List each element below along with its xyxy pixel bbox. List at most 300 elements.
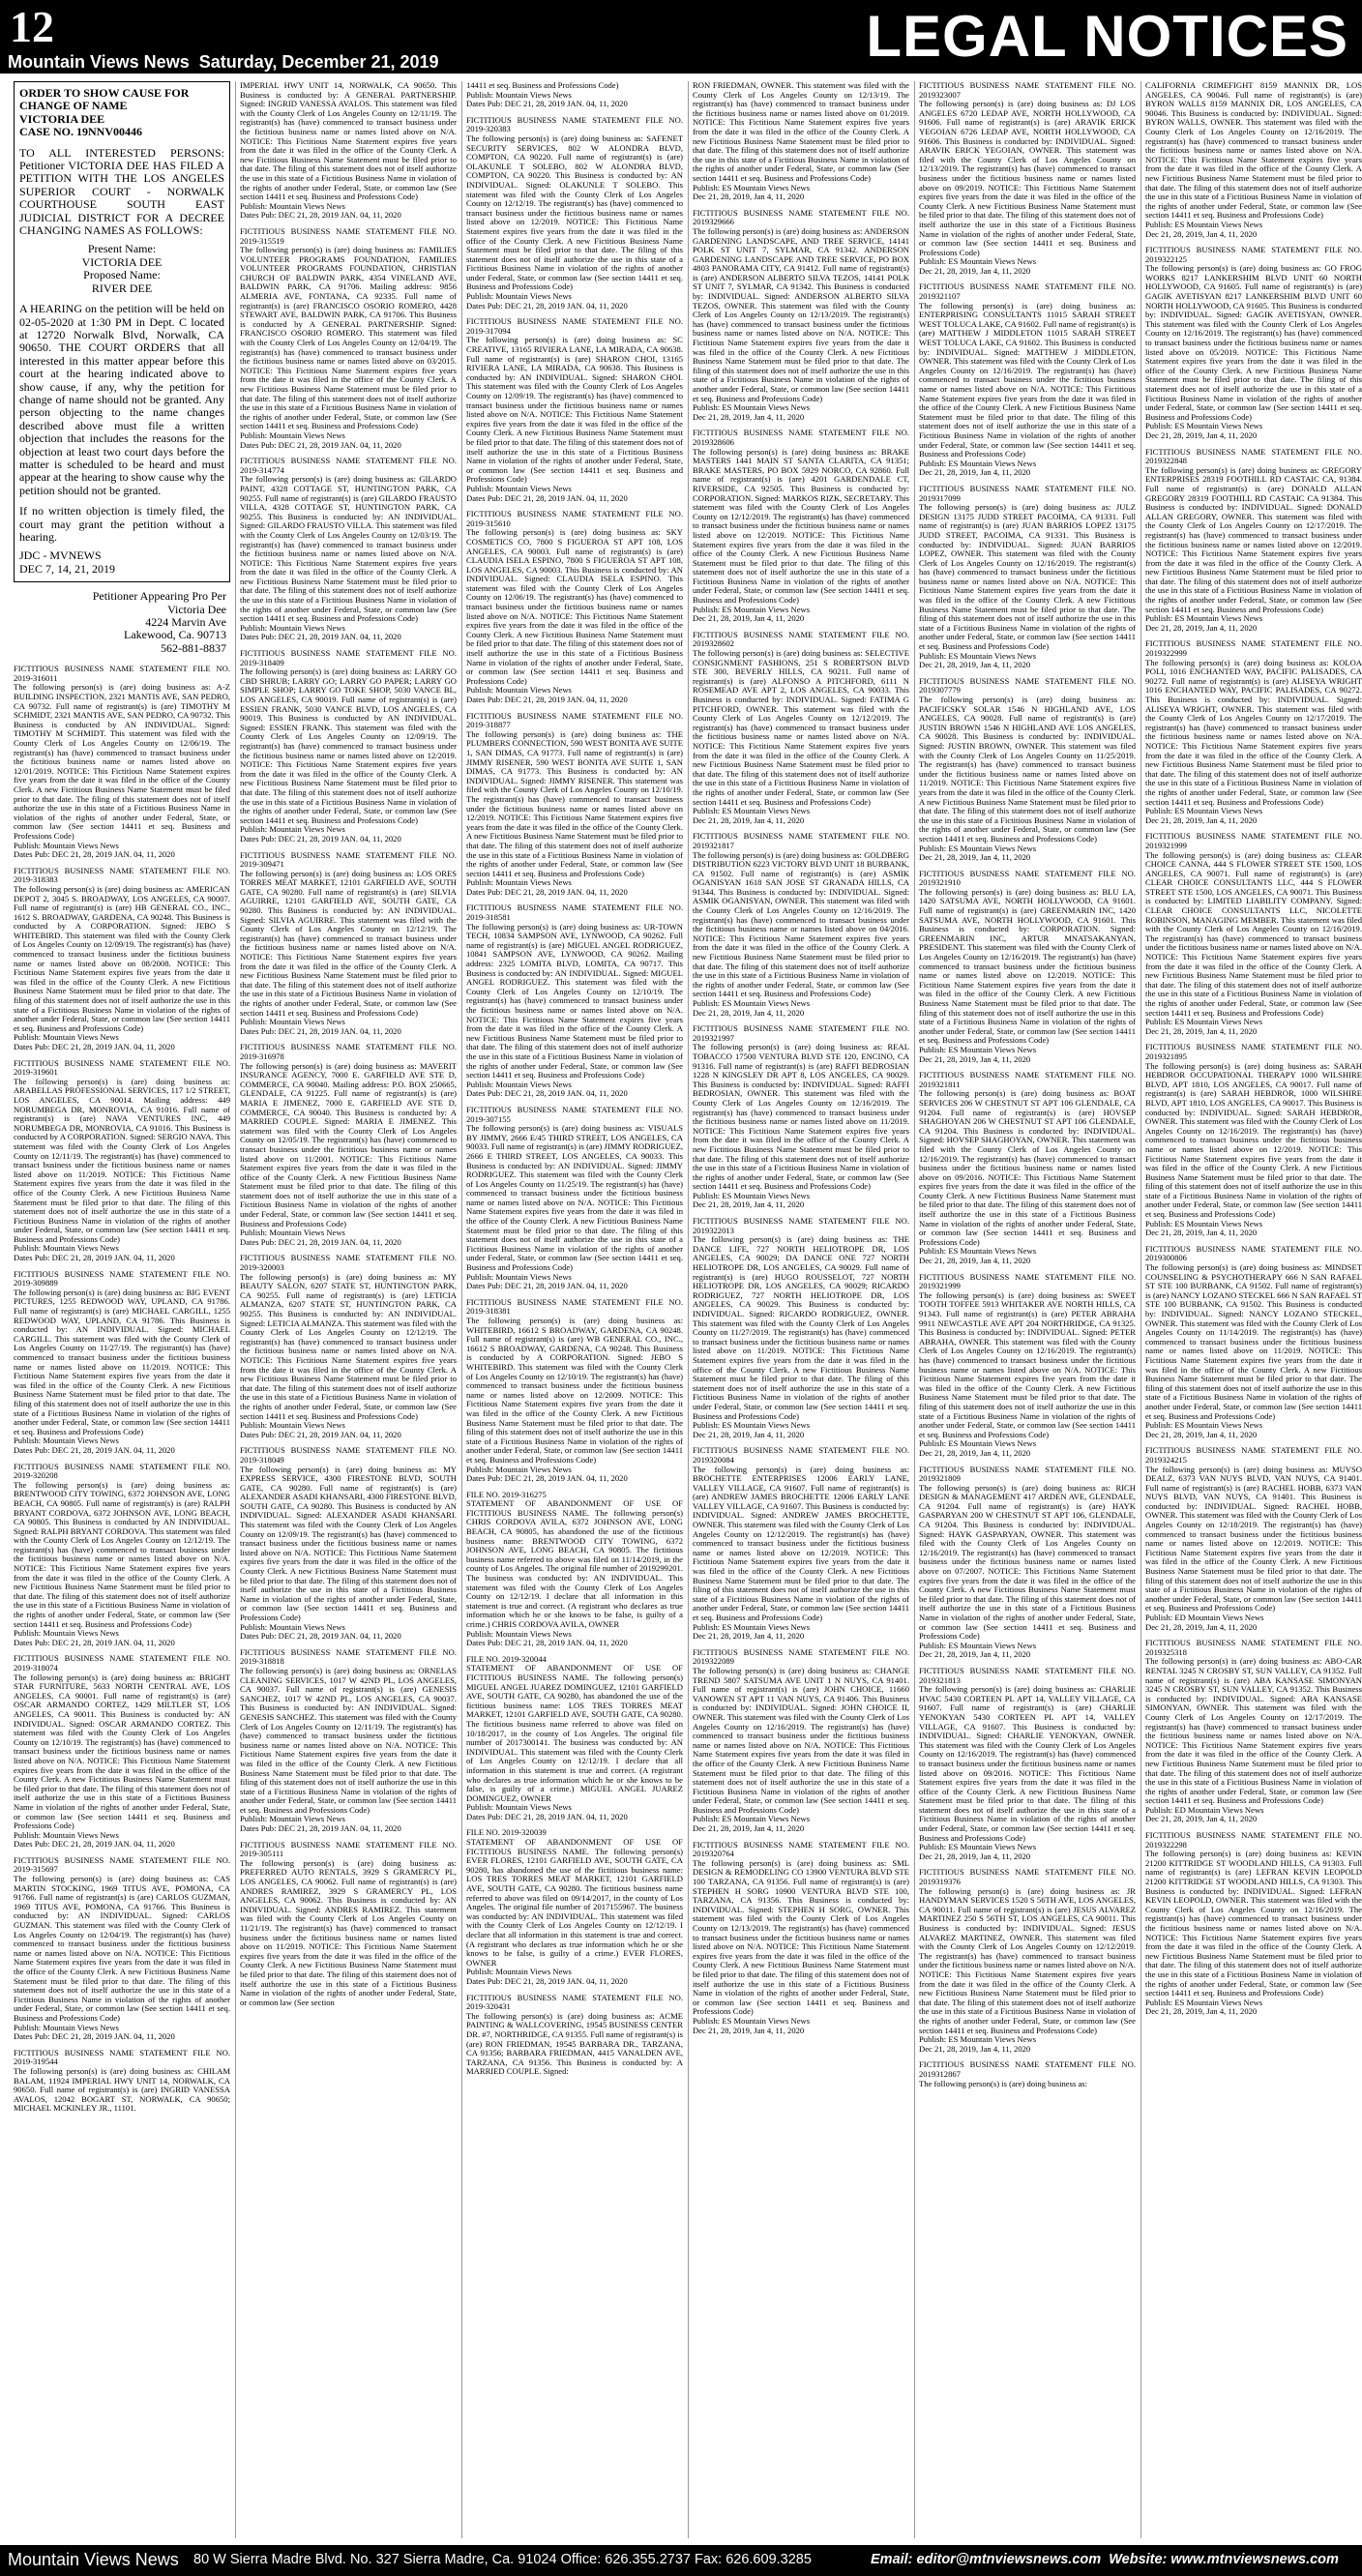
notice-publish-dates: Dates Pub: DEC 21, 28, 2019 JAN. 04, 11, 2020	[240, 1429, 401, 1439]
petitioner-contact	[14, 590, 226, 655]
notice-body: The following person(s) is (are) doing business as: ORNELAS CLEANING SERVICES, 1017 W 42ND PL, LOS ANGELES, CA 90037. Full name of registrant(s) is (are) GENESIS SANCHEZ, 1017 W 42ND PL, LOS ANGELES, CA 90037. This Business is conducted by: AN INDIVIDUAL. Signed: GENESIS SANCHEZ. This statement was filed with the County Clerk of Los Angeles County on 12/11/19. The registrant(s) has (have) commenced to transact business under the fictitious business name or names listed above on N/A. NOTICE: This Fictitious Name Statement expires five years from the date it was filed in the office of the County Clerk. A new Fictitious Business Name Statement must be filed prior to that date. The filing of this statement does not of itself authorize the use in this state of a Fictitious Business Name in violation of the rights of another under Federal, State, or common law (See section 14411 et seq. Business and Professions Code)	[240, 1665, 457, 1815]
notice-publication: Publish: ES Mountain Views News	[693, 998, 811, 1008]
notice-body: The following person(s) is (are) doing business as: VISUALS BY JIMMY, 2666 E/45 THIRD STREET, LOS ANGELES, CA 90033. Full name of registrant(s) is (are) JIMMY RODRIGUEZ, 2666 E THIRD STREET, LOS ANGELES, CA 90033. This Business is conducted by: AN INDIVIDUAL. Signed: JIMMY RODRIGUEZ. This statement was filed with the County Clerk of Los Angeles County on 11/25/19. The registrant(s) has (have) commenced to transact business under the fictitious business name or names listed above on N/A. NOTICE: This Fictitious Name Statement expires five years from the date it was filed in the office of the County Clerk. A new Fictitious Business Name Statement must be filed prior to that date. The filing of this statement does not of itself authorize the use in this state of a Fictitious Business Name in violation of the rights of another under Federal, State, or common law (See section 14411 et seq. Business and Professions Code)	[466, 1123, 683, 1273]
notice-publication: Publish: Mountain Views News	[466, 1628, 572, 1639]
notice-body: The following person(s) is (are) doing business as: KEVIN 21200 KITTRIDGE ST WOODLAND HILLS, CA 91303. Full name of registrant(s) is (are) LEFRAN KEVIN LEOPOLD 21200 KITTRIDGE ST WOODLAND HILLS, CA 91303. This Business is conducted by: INDIVIDUAL. Signed: LEFRAN KEVIN LEOPOLD, OWNER. This statement was filed with the County Clerk of Los Angeles County on 12/16/2019. The registrant(s) has (have) commenced to transact business under the fictitious business name or names listed above on N/A. NOTICE: This Fictitious Name Statement expires five years from the date it was filed in the office of the County Clerk. A new Fictitious Business Name Statement must be filed prior to that date. The filing of this statement does not of itself authorize the use in this state of a Fictitious Business Name in violation of the rights of another under Federal, State, or common law (See section 14411 et seq. Business and Professions Code)	[1145, 1849, 1362, 1999]
notice-file-number: FICTITIOUS BUSINESS NAME STATEMENT FILE NO. 2019321107	[919, 281, 1136, 302]
notice-publication: Publish: Mountain Views News	[14, 1436, 119, 1446]
column-divider	[235, 81, 236, 2538]
legal-notice	[919, 485, 1136, 670]
notice-publish-dates: Dates Pub: DEC 21, 28, 2019 JAN. 04, 11, 2020	[14, 1042, 175, 1051]
notice-publish-dates: Dec 21, 28, 2019, Jan 4, 11, 2020	[919, 1851, 1031, 1861]
notice-publication: Publish: ES Mountain Views News	[1145, 1218, 1263, 1229]
legal-notice	[1145, 639, 1362, 825]
footer-contact	[871, 2552, 1339, 2567]
legal-notice	[466, 712, 683, 898]
notice-publish-dates: Dec 21, 28, 2019, Jan 4, 11, 2020	[919, 660, 1031, 670]
masthead-line	[8, 52, 439, 73]
order-caption-name: VICTORIA DEE	[19, 111, 105, 126]
notice-publication: Publish: ES Mountain Views News	[919, 1438, 1037, 1449]
notice-publish-dates: Dec 21, 28, 2019, Jan 4, 11, 2020	[693, 192, 805, 202]
legal-notice	[1145, 448, 1362, 634]
notice-file-number: FICTITIOUS BUSINESS NAME STATEMENT FILE NO. 2019-318818	[240, 1646, 457, 1667]
notice-body: The following person(s) is (are) doing business as: RICH DESIGN & MANAGEMENT 417 ARDEN AVE, GLENDALE, CA 91204. Full name of registrant(s) is (are) HAYK GASPARYAN 200 W CHESTNUT ST APT 106, GLENDALE, CA 91204. This Business is conducted by: INDIVIDUAL. Signed: HAYK GASPARYAN, OWNER. This statement was filed with the County Clerk of Los Angeles County on 12/16/2019. The registrant(s) has (have) commenced to transact business under the fictitious business name or names listed above on 07/2007. NOTICE: This Fictitious Name Statement expires five years from the date it was filed in the office of the County Clerk. A new Fictitious Business Name Statement must be filed prior to that date. The filing of this statement does not of itself authorize the use in this state of a Fictitious Business Name in violation of the rights of another under Federal, State, or common law (See section 14411 et seq. Business and Professions Code)	[919, 1482, 1136, 1642]
notice-file-number: FICTITIOUS BUSINESS NAME STATEMENT FILE NO. 2019-318877	[466, 710, 683, 730]
legal-notice	[919, 1466, 1136, 1660]
notice-publish-dates: Dates Pub: DEC 21, 28, 2019 JAN. 04, 11, 2020	[466, 1088, 628, 1099]
notice-body: The following person(s) is (are) doing business as: MY EXPRESS SERVICE, 4300 FIRESTONE BLVD, SOUTH GATE, CA 90280. Full name of registrant(s) is (are) ALEXANDER ASADI KHANSARI, 4300 FIRESTONE BLVD, SOUTH GATE, CA 90280. This Business is conducted by AN INDIVIDUAL. Signed: ALEXANDER ASADI KHANSARI. This statement was filed with the County Clerk of Los Angeles County on 12/09/19. The registrant(s) has (have) commenced to transact business under the fictitious business name or names listed above on N/A. NOTICE: This Fictitious Name Statement expires five years from the date it was filed in the office of the County Clerk. A new Fictitious Business Name Statement must be filed prior to that date. The filing of this statement does not of itself authorize the use in this state of a Fictitious Business Name in violation of the rights of another under Federal, State, or common law (See section 14411 et seq. Business and Professions Code)	[240, 1464, 457, 1622]
notice-file-number: FICTITIOUS BUSINESS NAME STATEMENT FILE NO. 2019-305111	[240, 1839, 457, 1859]
notice-publish-dates: Dates Pub: DEC 21, 28, 2019 JAN. 04, 11, 2020	[466, 1811, 628, 1821]
notice-publication: Publish: Mountain Views News	[14, 1829, 119, 1840]
notice-publication: Publish: Mountain Views News	[14, 2022, 119, 2032]
notice-publish-dates: Dec 21, 28, 2019, Jan 4, 11, 2020	[693, 1631, 805, 1642]
column-divider	[461, 81, 462, 2538]
notice-body: The following person(s) is (are) doing business as: CLEAR CHOICE CANNA, 444 S FLOWER STREET STE 1500, LOS ANGELES, CA 90071. Full name of registrant(s) is (are) CLEAR CHOICE CONSULTANTS LLC, 444 S FLOWER STREET STE 1500, LOS ANGELES, CA 90071. This Business is conducted by: LIMITED LIABILITY COMPANY. Signed: CLEAR CHOICE CONSULTANTS LLC, NICOLETTE ROBINSON, MANAGING MEMBER. This statement was filed with the County Clerk of Los Angeles County on 12/16/2019. The registrant(s) has (have) commenced to transact business under the fictitious business name or names listed above on N/A. NOTICE: This Fictitious Name Statement expires five years from the date it was filed in the office of the County Clerk. A new Fictitious Business Name Statement must be filed prior to that date. The filing of this statement does not of itself authorize the use in this state of a Fictitious Business Name in violation of the rights of another under Federal, State, or common law (See section 14411 et seq. Business and Professions Code)	[1145, 849, 1362, 1018]
footer-paper-name: Mountain Views News	[8, 2550, 179, 2569]
notice-body: The following person(s) is (are) doing business as: SC CREATIVE, 13165 RIVIERA LANE, LA MIRADA, CA 90638. Full name of registrant(s) is (are) SHARON CHOI, 13165 RIVIERA LANE, LA MIRADA, CA 90638. This Business is conducted by: AN INDIVIDUAL. Signed: SHARON CHOI. This statement was filed with the County Clerk of Los Angeles County on 12/09/19. The registrant(s) has (have) commenced to transact business under the fictitious business name or names listed above on N/A. NOTICE: This Fictitious Name Statement expires five years from the date it was filed in the office of the County Clerk. A new Fictitious Business Name Statement must be filed prior to that date. The filing of this statement does not of itself authorize the use in this state of a Fictitious Business Name in violation of the rights of another under Federal, State, or common law (See section 14411 et seq. Business and Professions Code)	[466, 335, 683, 485]
legal-notice	[14, 1654, 230, 1849]
notice-publication: Publish: Mountain Views News	[14, 1032, 119, 1043]
notice-file-number: FICTITIOUS BUSINESS NAME STATEMENT FILE NO. 2019321811	[919, 1070, 1136, 1089]
notice-publication: Publish: Mountain Views News	[466, 1271, 572, 1282]
notice-file-number: FICTITIOUS BUSINESS NAME STATEMENT FILE NO. 2019328606	[693, 428, 909, 447]
notice-body: The following person(s) is (are) doing business as: SAFENET SECURITY SERVICES, 802 W ALONDRA BLVD, COMPTON, CA 90220. Full name of registrant(s) is (are) OLAKUNLE T SOLEBO, 802 W ALONDRA BLVD, COMPTON, CA 90220. This Business is conducted by: AN INDIVIDUAL. Signed: OLAKUNLE T SOLEBO. This statement was filed with the County Clerk of Los Angeles County on 12/12/19. The registrant(s) has (have) commenced to transact business under the fictitious business name or names listed above on 12/2019. NOTICE: This Fictitious Name Statement expires five years from the date it was filed in the office of the County Clerk. A new Fictitious Business Name Statement must be filed prior to that date. The filing of this statement does not of itself authorize the use in this state of a Fictitious Business Name in violation of the rights of another under Federal, State, or common law (See section 14411 et seq. Business and Professions Code)	[466, 133, 683, 292]
notice-body: 14411 et seq. Business and Professions Code)	[466, 81, 619, 90]
notice-body: The following person(s) is (are) doing business as: PREFERRED AUTO RENTALS, 3929 S GRAMERCY PL, LOS ANGELES, CA 90062. Full name of registrant(s) is (are) ANDRES RAMIREZ, 3929 S GRAMERCY PL, LOS ANGELES, CA 90062. This Business is conducted by: AN INDIVIDUAL. Signed: ANDRES RAMIREZ. This statement was filed with the County Clerk of Los Angeles County on 11/21/19. The registrant(s) has (have) commenced to transact business under the fictitious business name or names listed above on 11/2019. NOTICE: This Fictitious Name Statement expires five years from the date it was filed in the office of the County Clerk. A new Fictitious Business Name Statement must be filed prior to that date. The filing of this statement does not of itself authorize the use in this state of a Fictitious Business Name in violation of the rights of another under Federal, State, or common law (See section	[240, 1857, 457, 2007]
legal-notice	[1145, 1043, 1362, 1237]
page-footer	[0, 2545, 1362, 2576]
notice-publish-dates: Dates Pub: DEC 21, 28, 2019 JAN. 04, 11, 2020	[466, 886, 628, 897]
order-caption: ORDER TO SHOW CAUSE FOR CHANGE OF NAME	[19, 86, 190, 113]
notice-file-number: FICTITIOUS BUSINESS NAME STATEMENT FILE NO. 2019-315610	[466, 509, 683, 528]
notice-publish-dates: Dec 21, 28, 2019, Jan 4, 11, 2020	[919, 1053, 1031, 1064]
notice-publish-dates: Dates Pub: DEC 21, 28, 2019 JAN. 04, 11, 2020	[14, 1444, 175, 1455]
notice-publication: Publish: ES Mountain Views News	[1145, 1997, 1263, 2007]
present-name-label: Present Name:	[87, 242, 157, 256]
notice-publish-dates: Dates Pub: DEC 21, 28, 2019 JAN. 04, 11, 2020	[240, 632, 401, 642]
notice-body: The following person(s) is (are) doing business as: BRENTWOOD CITY TOWING, 6372 JOHNSON AVE, LONG BEACH, CA 90805. Full name of registrant(s) is (are) RALPH BRYANT CORDOVA, 6372 JOHNSON AVE, LONG BEACH, CA 90805. This Business is conducted by AN INDIVIDUAL. Signed: RALPH BRYANT CORDOVA. This statement was filed with the County Clerk of Los Angeles County on 12/12/19. The registrant(s) has (have) commenced to transact business under the fictitious business name or names listed above on N/A. NOTICE: This Fictitious Name Statement expires five years from the date it was filed in the office of the County Clerk. A new Fictitious Business Name Statement must be filed prior to that date. The filing of this statement does not of itself authorize the use in this state of a Fictitious Business Name in violation of the rights of another under Federal, State, or common law (See section 14411 et seq. Business and Professions Code)	[14, 1479, 230, 1629]
notice-file-number: FICTITIOUS BUSINESS NAME STATEMENT FILE NO. 2019320084	[693, 1445, 909, 1465]
notice-publication: Publish: Mountain Views News	[466, 483, 572, 493]
legal-notice	[14, 867, 230, 1052]
email-label: Email:	[871, 2552, 913, 2567]
notice-file-number: FICTITIOUS BUSINESS NAME STATEMENT FILE NO. 2019325318	[1145, 1638, 1362, 1657]
proposed-name: RIVER DEE	[91, 281, 153, 295]
notice-publication: Publish: Mountain Views News	[14, 840, 119, 850]
legal-notice	[693, 1024, 909, 1210]
column-1	[14, 81, 230, 2538]
legal-notice	[14, 1059, 230, 1263]
notice-publication: Publish: Mountain Views News	[466, 291, 572, 302]
legal-notice	[14, 2049, 230, 2114]
notice-publication: Publish: Mountain Views News	[466, 877, 572, 888]
notice-body: The following person(s) is (are) doing business as: UR-TOWN TECH, 10834 SAMPSON AVE, LYNWOOD, CA 90262. Full name of registrant(s) is (are) MIGUEL ANGEL RODRIGUEZ, 10841 SAMPSON AVE, LYNWOOD, CA 90262. Mailing address: 2325 LOMITA BLVD, LOMITA, CA 90717. This Business is conducted by: AN INDIVIDUAL. Signed: MIGUEL ANGEL RODRIGUEZ. This statement was filed with the County Clerk of Los Angeles County on 12/10/19. The registrant(s) has (have) commenced to transact business under the fictitious business name or names listed above on N/A. NOTICE: This Fictitious Name Statement expires five years from the date it was filed in the office of the County Clerk. A new Fictitious Business Name Statement must be filed prior to that date. The filing of this statement does not of itself authorize the use in this state of a Fictitious Business Name in violation of the rights of another under Federal, State, or common law (See section 14411 et seq. Business and Professions Code)	[466, 921, 683, 1081]
notice-body: The following person(s) is (are) doing business as: WHITEBIRD, 16612 S BROADWAY, GARDENA, CA 90248. Full name of registrant(s) is (are) WB GENERAL CO., INC., 16612 S BROADWAY, GARDENA, CA 90248. This Business is conducted by A CORPORATION. Signed: JEBO S WHITEBIRD. This statement was filed with the County Clerk of Los Angeles County on 12/10/19. The registrant(s) has (have) commenced to transact business under the fictitious business name or names listed above on 12/2009. NOTICE: This Fictitious Name Statement expires five years from the date it was filed in the office of the County Clerk. A new Fictitious Business Name Statement must be filed prior to that date. The filing of this statement does not of itself authorize the use in this state of a Fictitious Business Name in violation of the rights of another under Federal, State, or common law (See section 14411 et seq. Business and Professions Code)	[466, 1316, 683, 1465]
notice-file-number: FICTITIOUS BUSINESS NAME STATEMENT FILE NO. 2019-318409	[240, 648, 457, 667]
notice-body: The following person(s) is (are) doing business as: THE PLUMBERS CONNECTION, 590 WEST BONITA AVE SUITE 1, SAN DIMAS, CA 91773. Full name of registrant(s) is (are) JIMMY RISENER, 590 WEST BONITA AVE SUITE 1, SAN DIMAS, CA 91773. This Business is conducted by: AN INDIVIDUAL. Signed: JIMMY RISENER. This statement was filed with the County Clerk of Los Angeles County on 12/10/19. The registrant(s) has (have) commenced to transact business under the fictitious business name or names listed above on 12/2019. NOTICE: This Fictitious Name Statement expires five years from the date it was filed in the office of the County Clerk. A new Fictitious Business Name Statement must be filed prior to that date. The filing of this statement does not of itself authorize the use in this state of a Fictitious Business Name in violation of the rights of another under Federal, State, or common law (See section 14411 et seq. Business and Professions Code)	[466, 728, 683, 878]
notice-publish-dates: Dates Pub: DEC 21, 28, 2019 JAN. 04, 11, 2020	[14, 849, 175, 860]
legal-notice	[14, 665, 230, 859]
column-2	[240, 81, 457, 2538]
notice-publish-dates: Dates Pub: DEC 21, 28, 2019 JAN. 04, 11, 2020	[240, 439, 401, 450]
notice-file-number: FICTITIOUS BUSINESS NAME STATEMENT FILE NO. 2019-316011	[14, 664, 230, 683]
notice-body: The following person(s) is (are) doing business as: SKY COSMETICS CO, 7800 S FIGUEROA ST APT 108, LOS ANGELES, CA 90003. Full name of registrant(s) is (are) CLAUDIA ISELA ESPINO, 7800 S FIGUEROA ST APT 108, LOS ANGELES, CA 90003. This Business is conducted by: AN INDIVIDUAL. Signed: CLAUDIA ISELA ESPINO. This statement was filed with the County Clerk of Los Angeles County on 12/06/19. The registrant(s) has (have) commenced to transact business under the fictitious business name or names listed above on N/A. NOTICE: This Fictitious Name Statement expires five years from the date it was filed in the office of the County Clerk. A new Fictitious Business Name Statement must be filed prior to that date. The filing of this statement does not of itself authorize the use in this state of a Fictitious Business Name in violation of the rights of another under Federal, State, or common law (See section 14411 et seq. Business and Professions Code)	[466, 527, 683, 686]
notice-file-number: FICTITIOUS BUSINESS NAME STATEMENT FILE NO. 2019-318381	[466, 1296, 683, 1317]
notice-file-number: FICTITIOUS BUSINESS NAME STATEMENT FILE NO. 2019-318074	[14, 1653, 230, 1673]
notice-publication: Publish: ES Mountain Views News	[693, 402, 811, 413]
notice-publish-dates: Dec 21, 28, 2019, Jan 4, 11, 2020	[1145, 228, 1258, 239]
notice-file-number: FICTITIOUS BUSINESS NAME STATEMENT FILE NO. 2019319376	[919, 1867, 1136, 1887]
notice-publish-dates: Dates Pub: DEC 21, 28, 2019 JAN. 04, 11, 2020	[240, 1823, 401, 1834]
order-signature: JDC - MVNEWS	[19, 548, 102, 563]
notice-body: The following person(s) is (are) doing business as: ACME PAINTING & WALLCOVERING, 19545 BUSINESS CENTER DR. #7, NORTHRIDGE, CA 91355. Full name of registrant(s) is (are) RON FRIEDMAN, 19545 BARBARA DR., TARZANA, CA 91356; BARBARA FRIEDMAN, 4415 VANALDEN AVE, TARZANA, CA 91356. This Business is conducted by: A MARRIED COUPLE. Signed:	[466, 2010, 683, 2077]
legal-notice	[14, 1270, 230, 1456]
notice-publish-dates: Dec 21, 28, 2019, Jan 4, 11, 2020	[1145, 1025, 1258, 1036]
name-change-order-notice	[14, 81, 230, 582]
legal-notice	[919, 870, 1136, 1064]
notice-publication: Publish: Mountain Views News	[240, 1814, 345, 1824]
notice-body: The following person(s) is (are) doing business as: LOS ORES TORRES MEAT MARKET, 12101 GARFIELD AVE, SOUTH GATE, CA 90280. Full name of registrant(s) is (are) SILVIA AGUIRRE, 12101 GARFIELD AVE, SOUTH GATE, CA 90280. This Business is conducted by: AN INDIVIDUAL. Signed: SILVIA AGUIRRE. This statement was filed with the County Clerk of Los Angeles County on 12/12/19. The registrant(s) has (have) commenced to transact business under the fictitious business name or names listed above on N/A. NOTICE: This Fictitious Name Statement expires five years from the date it was filed in the office of the County Clerk. A new Fictitious Business Name Statement must be filed prior to that date. The filing of this statement does not of itself authorize the use in this state of a Fictitious Business Name in violation of the rights of another under Federal, State, or common law (See section 14411 et seq. Business and Professions Code)	[240, 868, 457, 1018]
notice-body: The following person(s) is (are) doing business as: PACIFICSKY SOLAR 1546 N HIGHLAND AVE, LOS ANGELES, CA 90028. Full name of registrant(s) is (are) JUSTIN BROWN 1546 N HIGHLAND AVE LOS ANGELES, CA 90028. This Business is conducted by: INDIVIDUAL. Signed: JUSTIN BROWN, OWNER. This statement was filed with the County Clerk of Los Angeles County on 11/25/2019. The registrant(s) has (have) commenced to transact business under the fictitious business name or names listed above on 11/2019. NOTICE: This Fictitious Name Statement expires five years from the date it was filed in the office of the County Clerk. A new Fictitious Business Name Statement must be filed prior to that date. The filing of this statement does not of itself authorize the use in this state of a Fictitious Business Name in violation of the rights of another under Federal, State, or common law (See section 14411 et seq. Business and Professions Code)	[919, 695, 1136, 844]
column-6	[1145, 81, 1362, 2538]
notice-body: STATEMENT OF ABANDONMENT OF USE OF FICTITIOUS BUSINESS NAME. The following person(s) CHRIS CORDOVA AVILA, 6372 JOHNSON AVE, LONG BEACH, CA 90805, has abandoned the use of the fictitious business name: BRENTWOOD CITY TOWING, 6372 JOHNSON AVE, LONG BEACH, CA 90805. The fictitious business name referred to above was filed on 11/14/2019, in the county of Los Angeles. The original file number of 2019299201. The business was conducted by: AN INDIVIDUAL. This statement was filed with the County Clerk of Los Angeles County on 12/12/19. I declare that all information in this statement is true and correct. (A registrant who declares as true information which he or she knows to be false, is guilty of a crime.) CHRIS CORDOVA AVILA, OWNER	[466, 1498, 683, 1629]
notice-publication: Publish: Mountain Views News	[240, 824, 345, 835]
petitioner-line: Petitioner Appearing Pro Per	[92, 589, 226, 604]
legal-notice	[466, 81, 683, 109]
hearing-text: A HEARING on the petition will be held on 02-05-2020 at 1:30 PM in Dept. C located at 12720 Norwalk Blvd, Norwalk, CA 90650. THE COURT ORDERS that all interested in this matter appear before this court at the hearing indicated above to show cause, if any, why the petition for change of name should not be granted. Any person objecting to the name changes described above must file a written objection that includes the reasons for the objection at least two court days before the matter is scheduled to be heard and must appear at the hearing to show cause why the petition should not be granted.	[19, 302, 224, 497]
notice-publication: Publish: ES Mountain Views News	[919, 256, 1037, 267]
petitioner-line: 4224 Marvin Ave	[145, 615, 226, 630]
notice-file-number: FICTITIOUS BUSINESS NAME STATEMENT FILE NO. 2019300806	[1145, 1243, 1362, 1263]
notice-body: The following person(s) is (are) doing business as:	[919, 2078, 1087, 2088]
notice-file-number: FICTITIOUS BUSINESS NAME STATEMENT FILE NO. 2019329666	[693, 207, 909, 227]
notice-body: IMPERIAL HWY UNIT 14, NORWALK, CA 90650. This Business is conducted by: A GENERAL PARTNERSHIP. Signed: INGRID VANESSA AVALOS. This statement was filed with the County Clerk of Los Angeles County on 12/11/19. The registrant(s) has (have) commenced to transact business under the fictitious business name or names listed above on N/A. NOTICE: This Fictitious Name Statement expires five years from the date it was filed in the office of the County Clerk. A new Fictitious Business Name Statement must be filed prior to that date. The filing of this statement does not of itself authorize the use in this state of a Fictitious Business Name in violation of the rights of another under Federal, State, or common law (See section 14411 et seq. Business and Professions Code)	[240, 81, 457, 202]
legal-notice	[919, 282, 1136, 477]
legal-notice	[1145, 1245, 1362, 1439]
footer-address: 80 W Sierra Madre Blvd. No. 327 Sierra Madre, Ca. 91024 Office: 626.355.2737 Fax: 626.609.3285	[193, 2552, 812, 2567]
notice-publish-dates: Dates Pub: DEC 21, 28, 2019 JAN. 04, 11, 2020	[14, 2031, 175, 2042]
notice-file-number: FICTITIOUS BUSINESS NAME STATEMENT FILE NO. 2019324215	[1145, 1445, 1362, 1465]
notice-publish-dates: Dates Pub: DEC 21, 28, 2019 JAN. 04, 11, 2020	[240, 1025, 401, 1036]
notice-publish-dates: Dec 21, 28, 2019, Jan 4, 11, 2020	[693, 2025, 805, 2035]
notice-file-number: FICTITIOUS BUSINESS NAME STATEMENT FILE NO. 2019-317094	[466, 316, 683, 336]
notice-publish-dates: Dec 21, 28, 2019, Jan 4, 11, 2020	[1145, 429, 1258, 440]
legal-notice	[240, 851, 457, 1037]
notice-body: The following person(s) is (are) doing business as: LARRY GO CBD SHRUB; LARRY GO; LARRY GO PAPER; LARRY GO SIMPLE SHOP; LARRY GO TOKE SHOP, 5030 VANCE BL, LOS ANGELES, CA 90019. Full name of registrant(s) is (are) ESSIEN FRANK, 5030 VANCE BLVD, LOS ANGELES, CA 90019. This Business is conducted by AN INDIVIDUAL. Signed: ESSIEN FRANK. This statement was filed with the County Clerk of Los Angeles County on 12/09/19. The registrant(s) has (have) commenced to transact business under the fictitious business name or names listed above on 12/2019. NOTICE: This Fictitious Name Statement expires five years from the date it was filed in the office of the County Clerk. A new Fictitious Business Name Statement must be filed prior to that date. The filing of this statement does not of itself authorize the use in this state of a Fictitious Business Name in violation of the rights of another under Federal, State, or common law (See section 14411 et seq. Business and Professions Code)	[240, 666, 457, 825]
notice-publish-dates: Dec 21, 28, 2019, Jan 4, 11, 2020	[1145, 2006, 1258, 2017]
notice-publish-dates: Dates Pub: DEC 21, 28, 2019 JAN. 04, 11, 2020	[240, 1236, 401, 1247]
notice-file-number: FICTITIOUS BUSINESS NAME STATEMENT FILE NO. 2019-319544	[14, 2047, 230, 2067]
legal-notice	[693, 631, 909, 825]
notice-publish-dates: Dec 21, 28, 2019, Jan 4, 11, 2020	[1145, 1228, 1258, 1238]
notice-publish-dates: Dec 21, 28, 2019, Jan 4, 11, 2020	[919, 467, 1031, 478]
legal-notice	[1145, 1639, 1362, 1824]
notice-publication: Publish: Mountain Views News	[240, 429, 345, 440]
notice-body: The following person(s) is (are) doing business as: SWEET TOOTH TOFFEE 5913 WHITAKER AVE NORTH HILLS, CA 91343. Full name of registrant(s) is (are) PETER ABRAHA 9911 NEWCASTLE AVE APT 204 NORTHRIDGE, CA 91325. This Business is conducted by: INDIVIDUAL. Signed: PETER ABRAHA, OWNER. This statement was filed with the County Clerk of Los Angeles County on 12/16/2019. The registrant(s) has (have) commenced to transact business under the fictitious business name or names listed above on N/A. NOTICE: This Fictitious Name Statement expires five years from the date it was filed in the office of the County Clerk. A new Fictitious Business Name Statement must be filed prior to that date. The filing of this statement does not of itself authorize the use in this state of a Fictitious Business Name in violation of the rights of another under Federal, State, or common law (See section 14411 et seq. Business and Professions Code)	[919, 1289, 1136, 1439]
notice-body: The following person(s) is (are) doing business as: DJ LOS ANGELES 6720 LEDAP AVE, NORTH HOLLYWOOD, CA 91606. Full name of registrant(s) is (are) ARAVIK ERICK YEGOIAN 6726 LEDAP AVE, NORTH HOLLYWOOD, CA 91606. This Business is conducted by: INDIVIDUAL. Signed: ARAVIK ERICK YEGOIAN, OWNER. This statement was filed with the County Clerk of Los Angeles County on 12/13/2019. The registrant(s) has (have) commenced to transact business under the fictitious business name or names listed above on 09/2019. NOTICE: This Fictitious Name Statement expires five years from the date it was filed in the office of the County Clerk. A new Fictitious Business Name Statement must be filed prior to that date. The filing of this statement does not of itself authorize the use in this state of a Fictitious Business Name in violation of the rights of another under Federal, State, or common law (See section 14411 et seq. Business and Professions Code)	[919, 99, 1136, 257]
notice-publication: Publish: ES Mountain Views News	[919, 1640, 1037, 1650]
notice-file-number: FICTITIOUS BUSINESS NAME STATEMENT FILE NO. 2019307779	[919, 675, 1136, 696]
notice-body: The following person(s) is (are) doing business as: SELECTIVE CONSIGNMENT FASHIONS, 251 S ROBERTSON BLVD STE 300, BEVERLY HILLS, CA 90211. Full name of registrant(s) is (are) ALFONSO A PITCHFORD, 6111 N ROSEMEAD AVE APT 2, LOS ANGELES, CA 90033. This Business is conducted by: INDIVIDUAL. Signed: FATIMA G PITCHFORD, OWNER. This statement was filed with the County Clerk of Los Angeles County on 12/12/2019. The registrant(s) has (have) commenced to transact business under the fictitious business name or names listed above on N/A. NOTICE: This Fictitious Name Statement expires five years from the date it was filed in the office of the County Clerk. A new Fictitious Business Name Statement must be filed prior to that date. The filing of this statement does not of itself authorize the use in this state of a Fictitious Business Name in violation of the rights of another under Federal, State, or common law (See section 14411 et seq. Business and Professions Code)	[693, 648, 909, 807]
legal-notice	[1145, 1446, 1362, 1632]
notice-columns	[14, 81, 1362, 2538]
notice-file-number: FICTITIOUS BUSINESS NAME STATEMENT FILE NO. 2019321809	[919, 1464, 1136, 1484]
notice-publish-dates: Dates Pub: DEC 21, 28, 2019 JAN. 04, 11, 2020	[466, 300, 628, 311]
notice-file-number: FICTITIOUS BUSINESS NAME STATEMENT FILE NO. 2019322848	[1145, 446, 1362, 466]
legal-notice	[693, 81, 909, 202]
notice-publish-dates: Dates Pub: DEC 21, 28, 2019 JAN. 04, 11, 2020	[240, 833, 401, 844]
notice-publication: Publish: ES Mountain Views News	[693, 1814, 811, 1824]
page-number: 12	[10, 2, 54, 51]
notice-body: CALIFORNIA CRIMEFIGHT 8159 MANNIX DR, LOS ANGELES, CA 90046. Full name of registrant(s) is (are) BYRON WALLS 8159 MANNIX DR, LOS ANGELES, CA 90046. This Business is conducted by: INDIVIDUAL. Signed: BYRON WALLS, OWNER. This statement was filed with the County Clerk of Los Angeles County on 12/16/2019. The registrant(s) has (have) commenced to transact business under the fictitious business name or names listed above on N/A. NOTICE: This Fictitious Name Statement expires five years from the date it was filed in the office of the County Clerk. A new Fictitious Business Name Statement must be filed prior to that date. The filing of this statement does not of itself authorize the use in this state of a Fictitious Business Name in violation of the rights of another under Federal, State, or common law (See section 14411 et seq. Business and Professions Code)	[1145, 81, 1362, 221]
notice-body: The following person(s) is (are) doing business as: ABO-CAR RENTAL 3245 N CROSBY ST, SUN VALLEY, CA 91352. Full name of registrant(s) is (are) ABA KANSASE SIMONYAN 3245 N CROSBY ST, SUN VALLEY, CA 91352. This Business is conducted by: INDIVIDUAL. Signed: ABA KANSASE SIMONYAN, OWNER. This statement was filed with the County Clerk of Los Angeles County on 12/17/2019. The registrant(s) has (have) commenced to transact business under the fictitious business name or names listed above on N/A. NOTICE: This Fictitious Name Statement expires five years from the date it was filed in the office of the County Clerk. A new Fictitious Business Name Statement must be filed prior to that date. The filing of this statement does not of itself authorize the use in this state of a Fictitious Business Name in violation of the rights of another under Federal, State, or common law (See section 14411 et seq. Business and Professions Code)	[1145, 1656, 1362, 1806]
order-intro: TO ALL INTERESTED PERSONS: Petitioner VICTORIA DEE HAS FILED A PETITION WITH THE LOS ANGELES SUPERIOR COURT - NORWALK COURTHOUSE SOUTH EAST JUDICIAL DISTRICT FOR A DECREE CHANGING NAMES AS FOLLOWS:	[19, 145, 224, 238]
legal-notice	[693, 209, 909, 423]
notice-publish-dates: Dates Pub: DEC 21, 28, 2019 JAN. 04, 11, 2020	[466, 99, 628, 109]
notice-publish-dates: Dates Pub: DEC 21, 28, 2019 JAN. 04, 11, 2020	[466, 492, 628, 503]
petitioner-line: Lakewood, Ca. 90713	[124, 628, 226, 642]
notice-publication: Publish: ES Mountain Views News	[693, 182, 811, 192]
notice-file-number: FILE NO. 2019-320039	[466, 1827, 547, 1838]
notice-body: The following person(s) is (are) doing business as: MUVSO DEALZ, 6373 VAN NUYS BLVD, VAN NUYS, CA 91401. Full name of registrant(s) is (are) RACHEL HOBB, 6373 VAN NUYS BLVD, VAN NUYS, CA 91401. This Business is conducted by: INDIVIDUAL. Signed: RACHEL HOBB, OWNER. This statement was filed with the County Clerk of Los Angeles County on 12/18/2019. The registrant(s) has (have) commenced to transact business under the fictitious business name or names listed above on 12/2019. NOTICE: This Fictitious Name Statement expires five years from the date it was filed in the office of the County Clerk. A new Fictitious Business Name Statement must be filed prior to that date. The filing of this statement does not of itself authorize the use in this state of a Fictitious Business Name in violation of the rights of another under Federal, State, or common law (See section 14411 et seq. Business and Professions Code)	[1145, 1464, 1362, 1614]
notice-body: The following person(s) is (are) doing business as: JR HANDYMAN SERVICES 1520 S 56TH AVE, LOS ANGELES, CA 90011. Full name of registrant(s) is (are) JESUS ALVAREZ MARTINEZ 250 S 56TH ST, LOS ANGELES, CA 90011. This Business is conducted by: INDIVIDUAL. Signed: JESUS ALVAREZ MARTINEZ, OWNER. This statement was filed with the County Clerk of Los Angeles County on 12/12/2019. The registrant(s) has (have) commenced to transact business under the fictitious business name or names listed above on N/A. NOTICE: This Fictitious Name Statement expires five years from the date it was filed in the office of the County Clerk. A new Fictitious Business Name Statement must be filed prior to that date. The filing of this statement does not of itself authorize the use in this state of a Fictitious Business Name in violation of the rights of another under Federal, State, or common law (See section 14411 et seq. Business and Professions Code)	[919, 1885, 1136, 2035]
notice-publish-dates: Dates Pub: DEC 21, 28, 2019 JAN. 04, 11, 2020	[240, 210, 401, 221]
notice-publication: Publish: ES Mountain Views News	[1145, 806, 1263, 816]
legal-notice	[919, 1273, 1136, 1459]
notice-publish-dates: Dec 21, 28, 2019, Jan 4, 11, 2020	[919, 2043, 1031, 2054]
notice-body: The following person(s) is (are) doing business as: REAL TOBACCO 17500 VENTURA BLVD STE 120, ENCINO, CA 91316. Full name of registrant(s) is (are) RAFFI BEDROSIAN 1228 N KINGSLEY DR APT 8, LOS ANGELES, CA 90029. This Business is conducted by: INDIVIDUAL. Signed: RAFFI BEDROSIAN, OWNER. This statement was filed with the County Clerk of Los Angeles County on 12/16/2019. The registrant(s) has (have) commenced to transact business under the fictitious business name or names listed above on 11/2019. NOTICE: This Fictitious Name Statement expires five years from the date it was filed in the office of the County Clerk. A new Fictitious Business Name Statement must be filed prior to that date. The filing of this statement does not of itself authorize the use in this state of a Fictitious Business Name in violation of the rights of another under Federal, State, or common law (See section 14411 et seq. Business and Professions Code)	[693, 1042, 909, 1192]
notice-publication: Publish: ES Mountain Views News	[919, 650, 1037, 661]
notice-publication: Publish: ES Mountain Views News	[693, 1621, 811, 1632]
notice-publication: Publish: Mountain Views News	[240, 622, 345, 633]
notice-body: The following person(s) is (are) doing business as: BIG EVENT PICTURES, 1255 REDWOOD WAY, UPLAND, CA 91786. Full name of registrant(s) is (are) MICHAEL CARGILL, 1255 REDWOOD WAY, UPLAND, CA 91786. This Business is conducted by: AN INDIVIDUAL. Signed: MICHAEL CARGILL. This statement was filed with the County Clerk of Los Angeles County on 11/27/19. The registrant(s) has (have) commenced to transact business under the fictitious business name or names listed above on 11/2019. NOTICE: This Fictitious Name Statement expires five years from the date it was filed in the office of the County Clerk. A new Fictitious Business Name Statement must be filed prior to that date. The filing of this statement does not of itself authorize the use in this state of a Fictitious Business Name in violation of the rights of another under Federal, State, or common law (See section 14411 et seq. Business and Professions Code)	[14, 1287, 230, 1436]
notice-publication: Publish: Mountain Views News	[240, 1017, 345, 1027]
legal-notice	[466, 1106, 683, 1291]
legal-notice	[466, 903, 683, 1098]
notice-file-number: FICTITIOUS BUSINESS NAME STATEMENT FILE NO. 2019323007	[919, 81, 1136, 100]
notice-body: The following person(s) is (are) doing business as: BLU LA, 1420 SATSUMA AVE, NORTH HOLLYWOOD, CA 91601. Full name of registrant(s) is (are) GREENMARIN INC, 1420 SATSUMA AVE, NORTH HOLLYWOOD, CA 91601. This Business is conducted by: CORPORATION. Signed: GREENMARIN INC, ARTUR MNATSAKANYAN, PRESIDENT. This statement was filed with the County Clerk of Los Angeles County on 12/16/2019. The registrant(s) has (have) commenced to transact business under the fictitious business name or names listed above on 12/2019. NOTICE: This Fictitious Name Statement expires five years from the date it was filed in the office of the County Clerk. A new Fictitious Business Name Statement must be filed prior to that date. The filing of this statement does not of itself authorize the use in this state of a Fictitious Business Name in violation of the rights of another under Federal, State, or common law (See section 14411 et seq. Business and Professions Code)	[919, 886, 1136, 1046]
notice-publication: Publish: ES Mountain Views News	[1145, 1017, 1263, 1027]
notice-publication: Publish: ES Mountain Views News	[1145, 613, 1263, 624]
legal-notice	[693, 429, 909, 623]
notice-body: STATEMENT OF ABANDONMENT OF USE OF FICTITIOUS BUSINESS NAME. The following person(s) MIGUEL ANGEL JUAREZ DOMINGUEZ, 12101 GARFIELD AVE, SOUTH GATE, CA 90280, has abandoned the use of the fictitious business name: LOS TRES TORRES MEAT MARKET, 12101 GARFIELD AVE, SOUTH GATE, CA 90280. The fictitious business name referred to above was filed on 10/18/2017, in the county of Los Angeles. The original file number of 2017300141. The business was conducted by: AN INDIVIDUAL. This statement was filed with the County Clerk of Los Angeles County on 12/12/19. I declare that all information in this statement is true and correct. (A registrant who declares as true information which he or she knows to be false, is guilty of a crime.) MIGUEL ANGEL JUAREZ DOMINGUEZ, OWNER	[466, 1663, 683, 1803]
notice-publish-dates: Dec 21, 28, 2019, Jan 4, 11, 2020	[919, 265, 1031, 276]
notice-publish-dates: Dates Pub: DEC 21, 28, 2019 JAN. 04, 11, 2020	[14, 1253, 175, 1263]
notice-publish-dates: Dates Pub: DEC 21, 28, 2019 JAN. 04, 11, 2020	[466, 1281, 628, 1291]
notice-file-number: FICTITIOUS BUSINESS NAME STATEMENT FILE NO. 2019321910	[919, 868, 1136, 888]
legal-notice	[240, 1043, 457, 1247]
legal-notice	[240, 81, 457, 221]
legal-notice	[919, 1868, 1136, 2054]
notice-file-number: FICTITIOUS BUSINESS NAME STATEMENT FILE NO. 2019321817	[693, 831, 909, 850]
column-5	[919, 81, 1136, 2538]
legal-notice	[466, 1655, 683, 1822]
notice-file-number: FICTITIOUS BUSINESS NAME STATEMENT FILE NO. 2019320764	[693, 1839, 909, 1859]
notice-file-number: FICTITIOUS BUSINESS NAME STATEMENT FILE NO. 2019321999	[919, 1271, 1136, 1291]
notice-file-number: FICTITIOUS BUSINESS NAME STATEMENT FILE NO. 2019-320003	[240, 1253, 457, 1273]
legal-notice	[466, 1298, 683, 1484]
notice-publication: Publish: Mountain Views News	[466, 89, 572, 100]
notice-file-number: FICTITIOUS BUSINESS NAME STATEMENT FILE NO. 2019-309889	[14, 1268, 230, 1288]
notice-body: The following person(s) is (are) doing business as: GREGORY ENTERPRISES 28319 FOOTHILL RD CASTAIC CA, 91384. Full name of registrant(s) is (are) DONALD ALLAN GREGORY 28319 FOOTHILL RD CASTAIC CA 91384. This Business is conducted by: INDIVIDUAL. Signed: DONALD ALLAN GREGORY, OWNER. This statement was filed with the County Clerk of Los Angeles County on 12/17/2019. The registrant(s) has (have) commenced to transact business under the fictitious business name or names listed above on 12/2019. NOTICE: This Fictitious Name Statement expires five years from the date it was filed in the office of the County Clerk. A new Fictitious Business Name Statement must be filed prior to that date. The filing of this statement does not of itself authorize the use in this state of a Fictitious Business Name in violation of the rights of another under Federal, State, or common law (See section 14411 et seq. Business and Professions Code)	[1145, 464, 1362, 614]
notice-file-number: FICTITIOUS BUSINESS NAME STATEMENT FILE NO. 2019312867	[919, 2059, 1136, 2079]
legal-notice	[240, 457, 457, 642]
order-case-number: CASE NO. 19NNV00446	[19, 125, 143, 139]
legal-notice	[693, 1841, 909, 2035]
notice-publication: Publish: ES Mountain Views News	[919, 843, 1037, 853]
notice-publish-dates: Dates Pub: DEC 21, 28, 2019 JAN. 04, 11, 2020	[466, 695, 628, 704]
notice-body: The following person(s) is (are) doing business as: MY BEAUTY SALON, 6207 STATE ST, HUNTINGTON PARK, CA 90255. Full name of registrant(s) is (are) LETICIA ALMANZA, 6207 STATE ST, HUNTINGTON PARK, CA 90255. This Business is conducted by: AN INDIVIDUAL. Signed: LETICIA ALMANZA. This statement was filed with the County Clerk of Los Angeles County on 12/12/19. The registrant(s) has (have) commenced to transact business under the fictitious business name or names listed above on N/A. NOTICE: This Fictitious Name Statement expires five years from the date it was filed in the office of the County Clerk. A new Fictitious Business Name Statement must be filed prior to that date. The filing of this statement does not of itself authorize the use in this state of a Fictitious Business Name in violation of the rights of another under Federal, State, or common law (See section 14411 et seq. Business and Professions Code)	[240, 1271, 457, 1421]
notice-publish-dates: Dates Pub: DEC 21, 28, 2019 JAN. 04, 11, 2020	[466, 1638, 628, 1648]
notice-file-number: FICTITIOUS BUSINESS NAME STATEMENT FILE NO. 2019322125	[1145, 245, 1362, 264]
notice-file-number: FICTITIOUS BUSINESS NAME STATEMENT FILE NO. 2019-320431	[466, 1992, 683, 2012]
notice-body: The following person(s) is (are) doing business as: SML DESIGN & REMODELING CO 13900 VENTURA BLVD STE 100 TARZANA, CA 91356. Full name of registrant(s) is (are) STEPHEN H SORG 10900 VENTURA BLVD STE 100, TARZANA, CA 91356. This Business is conducted by: INDIVIDUAL. Signed: STEPHEN H SORG, OWNER. This statement was filed with the County Clerk of Los Angeles County on 12/13/2019. The registrant(s) has (have) commenced to transact business under the fictitious business name or names listed above on N/A. NOTICE: This Fictitious Name Statement expires five years from the date it was filed in the office of the County Clerk. A new Fictitious Business Name Statement must be filed prior to that date. The filing of this statement does not of itself authorize the use in this state of a Fictitious Business Name in violation of the rights of another under Federal, State, or common law (See section 14411 et seq. Business and Professions Code)	[693, 1857, 909, 2017]
notice-publish-dates: Dates Pub: DEC 21, 28, 2019 JAN. 04, 11, 2020	[466, 1975, 628, 1986]
notice-body: The following person(s) is (are) doing business as: CAS MARTIN STOCKING, 1969 TITUS AVE, POMONA, CA 91766. Full name of registrant(s) is (are) CARLOS GUZMAN, 1969 TITUS AVE, POMONA, CA 91766. This Business is conducted by: AN INDIVIDUAL. Signed: CARLOS GUZMAN. This statement was filed with the County Clerk of Los Angeles County on 12/04/19. The registrant(s) has (have) commenced to transact business under the fictitious business name or names listed above on N/A. NOTICE: This Fictitious Name Statement expires five years from the date it was filed in the office of the County Clerk. A new Fictitious Business Name Statement must be filed prior to that date. The filing of this statement does not of itself authorize the use in this state of a Fictitious Business Name in violation of the rights of another under Federal, State, or common law (See section 14411 et seq. Business and Professions Code)	[14, 1874, 230, 2023]
notice-file-number: FICTITIOUS BUSINESS NAME STATEMENT FILE NO. 2019321813	[919, 1665, 1136, 1685]
notice-publish-dates: Dates Pub: DEC 21, 28, 2019 JAN. 04, 11, 2020	[466, 1473, 628, 1484]
legal-notice	[466, 116, 683, 311]
notice-file-number: FICTITIOUS BUSINESS NAME STATEMENT FILE NO. 2019328602	[693, 629, 909, 649]
notice-publication: Publish: ED Mountain Views News	[1145, 1804, 1264, 1815]
notice-body: The following person(s) is (are) doing business as: THE DANCE LIFE, 727 NORTH HELIOTROPE DR, LOS ANGELES, CA 90029; DA DANCE ONE 727 NORTH HELIOTROPE DR, LOS ANGELES, CA 90029. Full name of registrant(s) is (are) HUGO ROUSSELOT, 727 NORTH HELIOTROPE DR, LOS ANGELES, CA 90029; RICARDO RODRIGUEZ, 727 NORTH HELIOTROPE DR, LOS ANGELES, CA 90029. This Business is conducted by: INDIVIDUAL. Signed: RICARDO RODRIGUEZ, OWNER. This statement was filed with the County Clerk of Los Angeles County on 11/27/2019. The registrant(s) has (have) commenced to transact business under the fictitious business name or names listed above on 11/2019. NOTICE: This Fictitious Name Statement expires five years from the date it was filed in the office of the County Clerk. A new Fictitious Business Name Statement must be filed prior to that date. The filing of this statement does not of itself authorize the use in this state of a Fictitious Business Name in violation of the rights of another under Federal, State, or common law (See section 14411 et seq. Business and Professions Code)	[693, 1234, 909, 1421]
notice-body: The following person(s) is (are) doing business as: MINDSET COUNSELING & PSYCHOTHERAPY 666 N SAN RAFAEL ST STE 100 BURBANK, CA 91502. Full name of registrant(s) is (are) NANCY LOZANO STECKEL 666 N SAN RAFAEL ST STE 100 BURBANK, CA 91502. This Business is conducted by: INDIVIDUAL. Signed: NANCY LOZANO STECKEL, OWNER. This statement was filed with the County Clerk of Los Angeles County on 11/14/2019. The registrant(s) has (have) commenced to transact business under the fictitious business name or names listed above on 11/2019. NOTICE: This Fictitious Name Statement expires five years from the date it was filed in the office of the County Clerk. A new Fictitious Business Name Statement must be filed prior to that date. The filing of this statement does not of itself authorize the use in this state of a Fictitious Business Name in violation of the rights of another under Federal, State, or common law (See section 14411 et seq. Business and Professions Code)	[1145, 1262, 1362, 1421]
notice-file-number: FICTITIOUS BUSINESS NAME STATEMENT FILE NO. 2019-318049	[240, 1445, 457, 1465]
legal-notice	[1145, 81, 1362, 239]
notice-file-number: FICTITIOUS BUSINESS NAME STATEMENT FILE NO. 2019-320208	[14, 1461, 230, 1481]
petitioner-line: Victoria Dee	[167, 602, 226, 616]
column-3	[466, 81, 683, 2538]
legal-notice	[240, 227, 457, 450]
legal-notice	[919, 2060, 1136, 2088]
notice-body: The following person(s) is (are) doing business as: KOLOA POLI, 1016 ENCHANTED WAY, PACIFIC PALISADES, CA 90272. Full name of registrant(s) is (are) ALISEYA WRIGHT 1016 ENCHANTED WAY, PACIFIC PALISADES, CA 90272. This Business is conducted by: INDIVIDUAL. Signed: ALISEYA WRIGHT, OWNER. This statement was filed with the County Clerk of Los Angeles County on 12/17/2019. The registrant(s) has (have) commenced to transact business under the fictitious business name or names listed above on N/A. NOTICE: This Fictitious Name Statement expires five years from the date it was filed in the office of the County Clerk. A new Fictitious Business Name Statement must be filed prior to that date. The filing of this statement does not of itself authorize the use in this state of a Fictitious Business Name in violation of the rights of another under Federal, State, or common law (See section 14411 et seq. Business and Professions Code)	[1145, 657, 1362, 807]
notice-body: The following person(s) is (are) doing business as: BROCHETTE ENTERPRISES 12006 EARLY LANE, VALLEY VILLAGE, CA 91607. Full name of registrant(s) is (are) ANDREW JAMES BROCHETTE 12006 EARLY LANE VALLEY VILLAGE, CA 91607. This Business is conducted by: INDIVIDUAL. Signed: ANDREW JAMES BROCHETTE, OWNER. This statement was filed with the County Clerk of Los Angeles County on 12/12/2019. The registrant(s) has (have) commenced to transact business under the fictitious business name or names listed above on 12/2019. NOTICE: This Fictitious Name Statement expires five years from the date it was filed in the office of the County Clerk. A new Fictitious Business Name Statement must be filed prior to that date. The filing of this statement does not of itself authorize the use in this state of a Fictitious Business Name in violation of the rights of another under Federal, State, or common law (See section 14411 et seq. Business and Professions Code)	[693, 1464, 909, 1622]
notice-publication: Publish: Mountain Views News	[466, 1079, 572, 1089]
notice-publish-dates: Dec 21, 28, 2019, Jan 4, 11, 2020	[919, 1649, 1031, 1660]
legal-notice	[693, 1446, 909, 1641]
notice-body: The following person(s) is (are) doing business as: A-Z BUILDING INSPECTION, 2321 MANTIS AVE, SAN PEDRO, CA 90732. Full name of registrant(s) is (are) TIMOTHY M SCHMIDT, 2321 MANTIS AVE, SAN PEDRO, CA 90732. This Business is conducted by AN INDIVIDUAL. Signed: TIMOTHY M SCHMIDT. This statement was filed with the County Clerk of Los Angeles County on 12/06/19. The registrant(s) has (have) commenced to transact business under the fictitious business name or names listed above on 12/01/2019. NOTICE: This Fictitious Name Statement expires five years from the date it was filed in the office of the County Clerk. A new Fictitious Business Name Statement must be filed prior to that date. The filing of this statement does not of itself authorize the use in this state of a Fictitious Business Name in violation of the rights of another under Federal, State, or common law (See section 14411 et seq. Business and Professions Code)	[14, 682, 230, 841]
notice-file-number: FICTITIOUS BUSINESS NAME STATEMENT FILE NO. 2019-315519	[240, 225, 457, 246]
legal-notice	[919, 677, 1136, 863]
legal-notice	[1145, 1831, 1362, 2017]
notice-publish-dates: Dates Pub: DEC 21, 28, 2019 JAN. 04, 11, 2020	[14, 1839, 175, 1850]
notice-file-number: FICTITIOUS BUSINESS NAME STATEMENT FILE NO. 2019-318383	[14, 865, 230, 885]
notice-file-number: FICTITIOUS BUSINESS NAME STATEMENT FILE NO. 2019-318581	[466, 903, 683, 923]
legal-notice	[14, 1856, 230, 2042]
notice-body: The following person(s) is (are) doing business as: BRAKE MASTERS 1441 MAIN ST SANTA CLARITA, CA 91351; BRAKE MASTERS, PO BOX 5929 NORCO, CA 92860. Full name of registrant(s) is (are) 4201 GARDENDALE CT, RIVERSIDE, CA 92505. This Business is conducted by: CORPORATION. Signed: MARKOS RIZK, SECRETARY. This statement was filed with the County Clerk of Los Angeles County on 12/12/2019. The registrant(s) has (have) commenced to transact business under the fictitious business name or names listed above on 12/2019. NOTICE: This Fictitious Name Statement expires five years from the date it was filed in the office of the County Clerk. A new Fictitious Business Name Statement must be filed prior to that date. The filing of this statement does not of itself authorize the use in this state of a Fictitious Business Name in violation of the rights of another under Federal, State, or common law (See section 14411 et seq. Business and Professions Code)	[693, 446, 909, 606]
legal-notice	[466, 510, 683, 704]
notice-file-number: FICTITIOUS BUSINESS NAME STATEMENT FILE NO. 2019-307155	[466, 1104, 683, 1124]
notice-file-number: FICTITIOUS BUSINESS NAME STATEMENT FILE NO. 2019321895	[1145, 1042, 1362, 1061]
notice-publish-dates: Dec 21, 28, 2019, Jan 4, 11, 2020	[1145, 622, 1258, 633]
notice-publish-dates: Dec 21, 28, 2019, Jan 4, 11, 2020	[1145, 1814, 1258, 1824]
notice-publication: Publish: ES Mountain Views News	[919, 458, 1037, 468]
column-divider	[914, 81, 915, 2538]
notice-file-number: FICTITIOUS BUSINESS NAME STATEMENT FILE NO. 2019321999	[1145, 831, 1362, 850]
notice-body: RON FRIEDMAN, OWNER. This statement was filed with the County Clerk of Los Angeles County on 12/13/19. The registrant(s) has (have) commenced to transact business under the fictitious business name or names listed above on 01/2019. NOTICE: This Fictitious Name Statement expires five years from the date it was filed in the office of the County Clerk. A new Fictitious Business Name Statement must be filed prior to that date. The filing of this statement does not of itself authorize the use in this state of a Fictitious Business Name in violation of the rights of another under Federal, State, or common law (See section 14411 et seq. Business and Professions Code)	[693, 81, 909, 183]
notice-file-number: FICTITIOUS BUSINESS NAME STATEMENT FILE NO. 2019-320383	[466, 114, 683, 134]
page-header	[0, 0, 1362, 74]
legal-notice	[919, 81, 1136, 276]
no-objection-text: If no written objection is timely filed, the court may grant the petition without a hearing.	[19, 504, 224, 544]
notice-file-number: FICTITIOUS BUSINESS NAME STATEMENT FILE NO. 2019322013	[693, 1216, 909, 1235]
email-link[interactable]: editor@mtnviewsnews.com	[916, 2552, 1102, 2567]
notice-publish-dates: Dec 21, 28, 2019, Jan 4, 11, 2020	[693, 1007, 805, 1018]
notice-publish-dates: Dec 21, 28, 2019, Jan 4, 11, 2020	[919, 852, 1031, 863]
notice-publication: Publish: Mountain Views News	[240, 200, 345, 211]
website-link[interactable]: www.mtnviewsnews.com	[1170, 2552, 1339, 2567]
notice-body: The following person(s) is (are) doing business as: ENTERPRISING CONSULTANTS 11015 SARAH STREET WEST TOLUCA LAKE, CA 91602. Full name of registrant(s) is (are) MATTHEW J MIDDLETON 11015 SARAH STREET WEST TOLUCA LAKE, CA 91602. This Business is conducted by: INDIVIDUAL. Signed: MATTHEW J MIDDLETON, OWNER. This statement was filed with the County Clerk of Los Angeles County on 12/16/2019. The registrant(s) has (have) commenced to transact business under the fictitious business name or names listed above on N/A. NOTICE: This Fictitious Name Statement expires five years from the date it was filed in the office of the County Clerk. A new Fictitious Business Name Statement must be filed prior to that date. The filing of this statement does not of itself authorize the use in this state of a Fictitious Business Name in violation of the rights of another under Federal, State, or common law (See section 14411 et seq. Business and Professions Code)	[919, 300, 1136, 459]
legal-notice	[240, 1841, 457, 2008]
notice-publication: Publish: ES Mountain Views News	[1145, 1420, 1263, 1431]
notice-body: The following person(s) is (are) doing business as: GO FROG WORKS 8217 LANKERSHIM BLVD UNIT 60 NORTH HOLLYWOOD, CA 91605. Full name of registrant(s) is (are) GAGIK AVETISYAN 8217 LANKERSHIM BLVD UNIT 60 NORTH HOLLYWOOD, CA 91605. This Business is conducted by: INDIVIDUAL. Signed: GAGIK AVETISYAN, OWNER. This statement was filed with the County Clerk of Los Angeles County on 12/16/2019. The registrant(s) has (have) commenced to transact business under the fictitious business name or names listed above on 05/2019. NOTICE: This Fictitious Name Statement expires five years from the date it was filed in the office of the County Clerk. A new Fictitious Business Name Statement must be filed prior to that date. The filing of this statement does not of itself authorize the use in this state of a Fictitious Business Name in violation of the rights of another under Federal, State, or common law (See section 14411 et seq. Business and Professions Code)	[1145, 263, 1362, 422]
notice-body: The following person(s) is (are) doing business as: ARABELLAS PROFESSIONAL SERVICES, 117 1/2 STREET, LOS ANGELES, CA 90014. Mailing address: 449 NORUMBEGA DR, MONROVIA, CA 91016. Full name of registrant(s) is (are) NAVA VENTURES INC, 449 NORUMBEGA DR, MONROVIA, CA 91016. This Business is conducted by A CORPORATION. Signed: SERGIO NAVA. This statement was filed with the County Clerk of Los Angeles County on 12/11/19. The registrant(s) has (have) commenced to transact business under the fictitious business name or names listed above on 11/2019. NOTICE: This Fictitious Name Statement expires five years from the date it was filed in the office of the County Clerk. A new Fictitious Business Name Statement must be filed prior to that date. The filing of this statement does not of itself authorize the use in this state of a Fictitious Business Name in violation of the rights of another under Federal, State, or common law (See section 14411 et seq. Business and Professions Code)	[14, 1076, 230, 1244]
legal-notice	[693, 1217, 909, 1439]
notice-publication: Publish: Mountain Views News	[240, 1621, 345, 1632]
legal-notice	[14, 1463, 230, 1648]
notice-publication: Publish: Mountain Views News	[240, 1228, 345, 1238]
notice-file-number: FILE NO. 2019-320044	[466, 1653, 547, 1664]
issue-date: Saturday, December 21, 2019	[198, 52, 439, 72]
legal-notice	[1145, 832, 1362, 1036]
legal-notice	[1145, 246, 1362, 440]
notice-publish-dates: Dec 21, 28, 2019, Jan 4, 11, 2020	[1145, 1621, 1258, 1632]
legal-notice	[466, 317, 683, 503]
notice-body: The following person(s) is (are) doing business as: GOLDBERG DISTRIBUTION 6223 VICTORY BLVD UNIT 18 BURBANK, CA 91502. Full name of registrant(s) is (are) ASMIK OGANISYAN 1618 SAN JOSE ST GRANADA HILLS, CA 91344. This Business is conducted by: INDIVIDUAL. Signed: ASMIK OGANISYAN, OWNER. This statement was filed with the County Clerk of Los Angeles County on 12/16/2019. The registrant(s) has (have) commenced to transact business under the fictitious business name or names listed above on 04/2016. NOTICE: This Fictitious Name Statement expires five years from the date it was filed in the office of the County Clerk. A new Fictitious Business Name Statement must be filed prior to that date. The filing of this statement does not of itself authorize the use in this state of a Fictitious Business Name in violation of the rights of another under Federal, State, or common law (See section 14411 et seq. Business and Professions Code)	[693, 849, 909, 999]
notice-publish-dates: Dates Pub: DEC 21, 28, 2019 JAN. 04, 11, 2020	[14, 1637, 175, 1647]
notice-publication: Publish: ES Mountain Views News	[693, 1420, 811, 1431]
column-divider	[1140, 81, 1141, 2538]
legal-notice	[693, 832, 909, 1018]
notice-publish-dates: Dec 21, 28, 2019, Jan 4, 11, 2020	[693, 1429, 805, 1439]
notice-publish-dates: Dates Pub: DEC 21, 28, 2019 JAN. 04, 11, 2020	[240, 1631, 401, 1642]
notice-file-number: FICTITIOUS BUSINESS NAME STATEMENT FILE NO. 2019-314774	[240, 456, 457, 475]
notice-body: The following person(s) is (are) doing business as: CHARLIE HVAC 5430 CORTEEN PL APT 14, VALLEY VILLAGE, CA 91607. Full name of registrant(s) is (are) CHARLIE YENOKYAN 5430 CORTEEN PL APT 14, VALLEY VILLAGE, CA 91607. This Business is conducted by: INDIVIDUAL. Signed: CHARLIE YENOKYAN, OWNER. This statement was filed with the County Clerk of Los Angeles County on 12/16/2019. The registrant(s) has (have) commenced to transact business under the fictitious business name or names listed above on 09/2016. NOTICE: This Fictitious Name Statement expires five years from the date it was filed in the office of the County Clerk. A new Fictitious Business Name Statement must be filed prior to that date. The filing of this statement does not of itself authorize the use in this state of a Fictitious Business Name in violation of the rights of another under Federal, State, or common law (See section 14411 et seq. Business and Professions Code)	[919, 1684, 1136, 1843]
notice-publication: Publish: ES Mountain Views News	[1145, 219, 1263, 229]
legal-notice	[240, 649, 457, 844]
section-title: LEGAL NOTICES	[866, 4, 1348, 69]
notice-publication: Publish: ES Mountain Views News	[919, 1044, 1037, 1054]
notice-file-number: FICTITIOUS BUSINESS NAME STATEMENT FILE NO. 2019-319601	[14, 1057, 230, 1078]
notice-publish-dates: Dec 21, 28, 2019, Jan 4, 11, 2020	[693, 1199, 805, 1210]
legal-notice	[919, 1071, 1136, 1265]
column-divider	[688, 81, 689, 2538]
notice-publication: Publish: Mountain Views News	[466, 1802, 572, 1813]
legal-notice	[240, 1446, 457, 1641]
notice-publication: Publish: ES Mountain Views News	[693, 604, 811, 614]
notice-publication: Publish: ES Mountain Views News	[693, 806, 811, 816]
notice-body: The following person(s) is (are) doing business as: GILARDO PAINT, 4328 COTTAGE ST, HUNTINGTON PARK, CA 90255. Full name of registrant(s) is (are) GILARDO FRAUSTO VILLA, 4328 COTTAGE ST, HUNTINGTON PARK, CA 90255. This Business is conducted by: AN INDIVIDUAL. Signed: GILARDO FRAUSTO VILLA. This statement was filed with the County Clerk of Los Angeles County on 12/03/19. The registrant(s) has (have) commenced to transact business under the fictitious business name or names listed above on N/A. NOTICE: This Fictitious Name Statement expires five years from the date it was filed in the office of the County Clerk. A new Fictitious Business Name Statement must be filed prior to that date. The filing of this statement does not of itself authorize the use in this state of a Fictitious Business Name in violation of the rights of another under Federal, State, or common law (See section 14411 et seq. Business and Professions Code)	[240, 474, 457, 624]
notice-publication: Publish: ES Mountain Views News	[1145, 421, 1263, 431]
notice-body: STATEMENT OF ABANDONMENT OF USE OF FICTITIOUS BUSINESS NAME. The following person(s) EVER FLORES, 12101 GARFIELD AVE, SOUTH GATE, CA 90280, has abandoned the use of the fictitious business name: LOS TRES TORRES MEAT MARKET, 12101 GARFIELD AVE, SOUTH GATE, CA 90280. The fictitious business name referred to above was filed on 09/14/2017, in the county of Los Angeles. The original file number of 2017155967. The business was conducted by: AN INDIVIDUAL. This statement was filed with the County Clerk of Los Angeles County on 12/12/19. I declare that all information in this statement is true and correct. (A registrant who declares as true information which he or she knows to be false, is guilty of a crime.) EVER FLORES, OWNER	[466, 1837, 683, 1968]
order-run-dates: DEC 7, 14, 21, 2019	[19, 561, 115, 576]
notice-file-number: FICTITIOUS BUSINESS NAME STATEMENT FILE NO. 2019322298	[1145, 1830, 1362, 1850]
notice-publication: Publish: ES Mountain Views News	[693, 2015, 811, 2026]
notice-publish-dates: Dec 21, 28, 2019, Jan 4, 11, 2020	[693, 1823, 805, 1834]
notice-file-number: FICTITIOUS BUSINESS NAME STATEMENT FILE NO. 2019-309471	[240, 849, 457, 870]
notice-body: The following person(s) is (are) doing business as: CHILAM BALAM, 11924 IMPERIAL HWY UNIT 14, NORWALK, CA 90650. Full name of registrant(s) is (are) INGRID VANESSA AVALOS, 12042 BOGART ST, NORWALK, CA 90650; MICHAEL MCKINLEY JR., 11101.	[14, 2065, 230, 2114]
notice-body: The following person(s) is (are) doing business as: SARAH HEBDROR OCCUPATIONAL THERAPY 1000 WILSHIRE BLVD, APT 1810, LOS ANGELES, CA 90017. Full name of registrant(s) is (are) SARAH HEBDROR, 1000 WILSHIRE BLVD, APT 1810, LOS ANGELES, CA 90017. This Business is conducted by: INDIVIDUAL. Signed: SARAH HEBDROR, OWNER. This statement was filed with the County Clerk of Los Angeles County on 12/16/2019. The registrant(s) has (have) commenced to transact business under the fictitious business name or names listed above on 12/2019. NOTICE: This Fictitious Name Statement expires five years from the date it was filed in the office of the County Clerk. A new Fictitious Business Name Statement must be filed prior to that date. The filing of this statement does not of itself authorize the use in this state of a Fictitious Business Name in violation of the rights of another under Federal, State, or common law (See section 14411 et seq. Business and Professions Code)	[1145, 1060, 1362, 1220]
notice-publish-dates: Dec 21, 28, 2019, Jan 4, 11, 2020	[1145, 814, 1258, 825]
notice-publication: Publish: ES Mountain Views News	[919, 2034, 1037, 2045]
notice-file-number: FICTITIOUS BUSINESS NAME STATEMENT FILE NO. 2019322999	[1145, 638, 1362, 659]
proposed-name-label: Proposed Name:	[83, 268, 161, 282]
notice-publication: Publish: Mountain Views News	[466, 1464, 572, 1474]
notice-file-number: FILE NO. 2019-316275	[466, 1489, 547, 1499]
notice-body: The following person(s) is (are) doing business as: BOAT SERVICES 206 W CHESTNUT ST APT 106 GLENDALE, CA 91204. Full name of registrant(s) is (are) HOVSEP SHAGHOYAN 206 W CHESTNUT ST APT 106 GLENDALE, CA 91204. This Business is conducted by: INDIVIDUAL. Signed: HOVSEP SHAGHOYAN, OWNER. This statement was filed with the County Clerk of Los Angeles County on 12/16/2019. The registrant(s) has (have) commenced to transact business under the fictitious business name or names listed above on 09/2016. NOTICE: This Fictitious Name Statement expires five years from the date it was filed in the office of the County Clerk. A new Fictitious Business Name Statement must be filed prior to that date. The filing of this statement does not of itself authorize the use in this state of a Fictitious Business Name in violation of the rights of another under Federal, State, or common law (See section 14411 et seq. Business and Professions Code)	[919, 1088, 1136, 1247]
notice-file-number: FICTITIOUS BUSINESS NAME STATEMENT FILE NO. 2019-316978	[240, 1042, 457, 1061]
